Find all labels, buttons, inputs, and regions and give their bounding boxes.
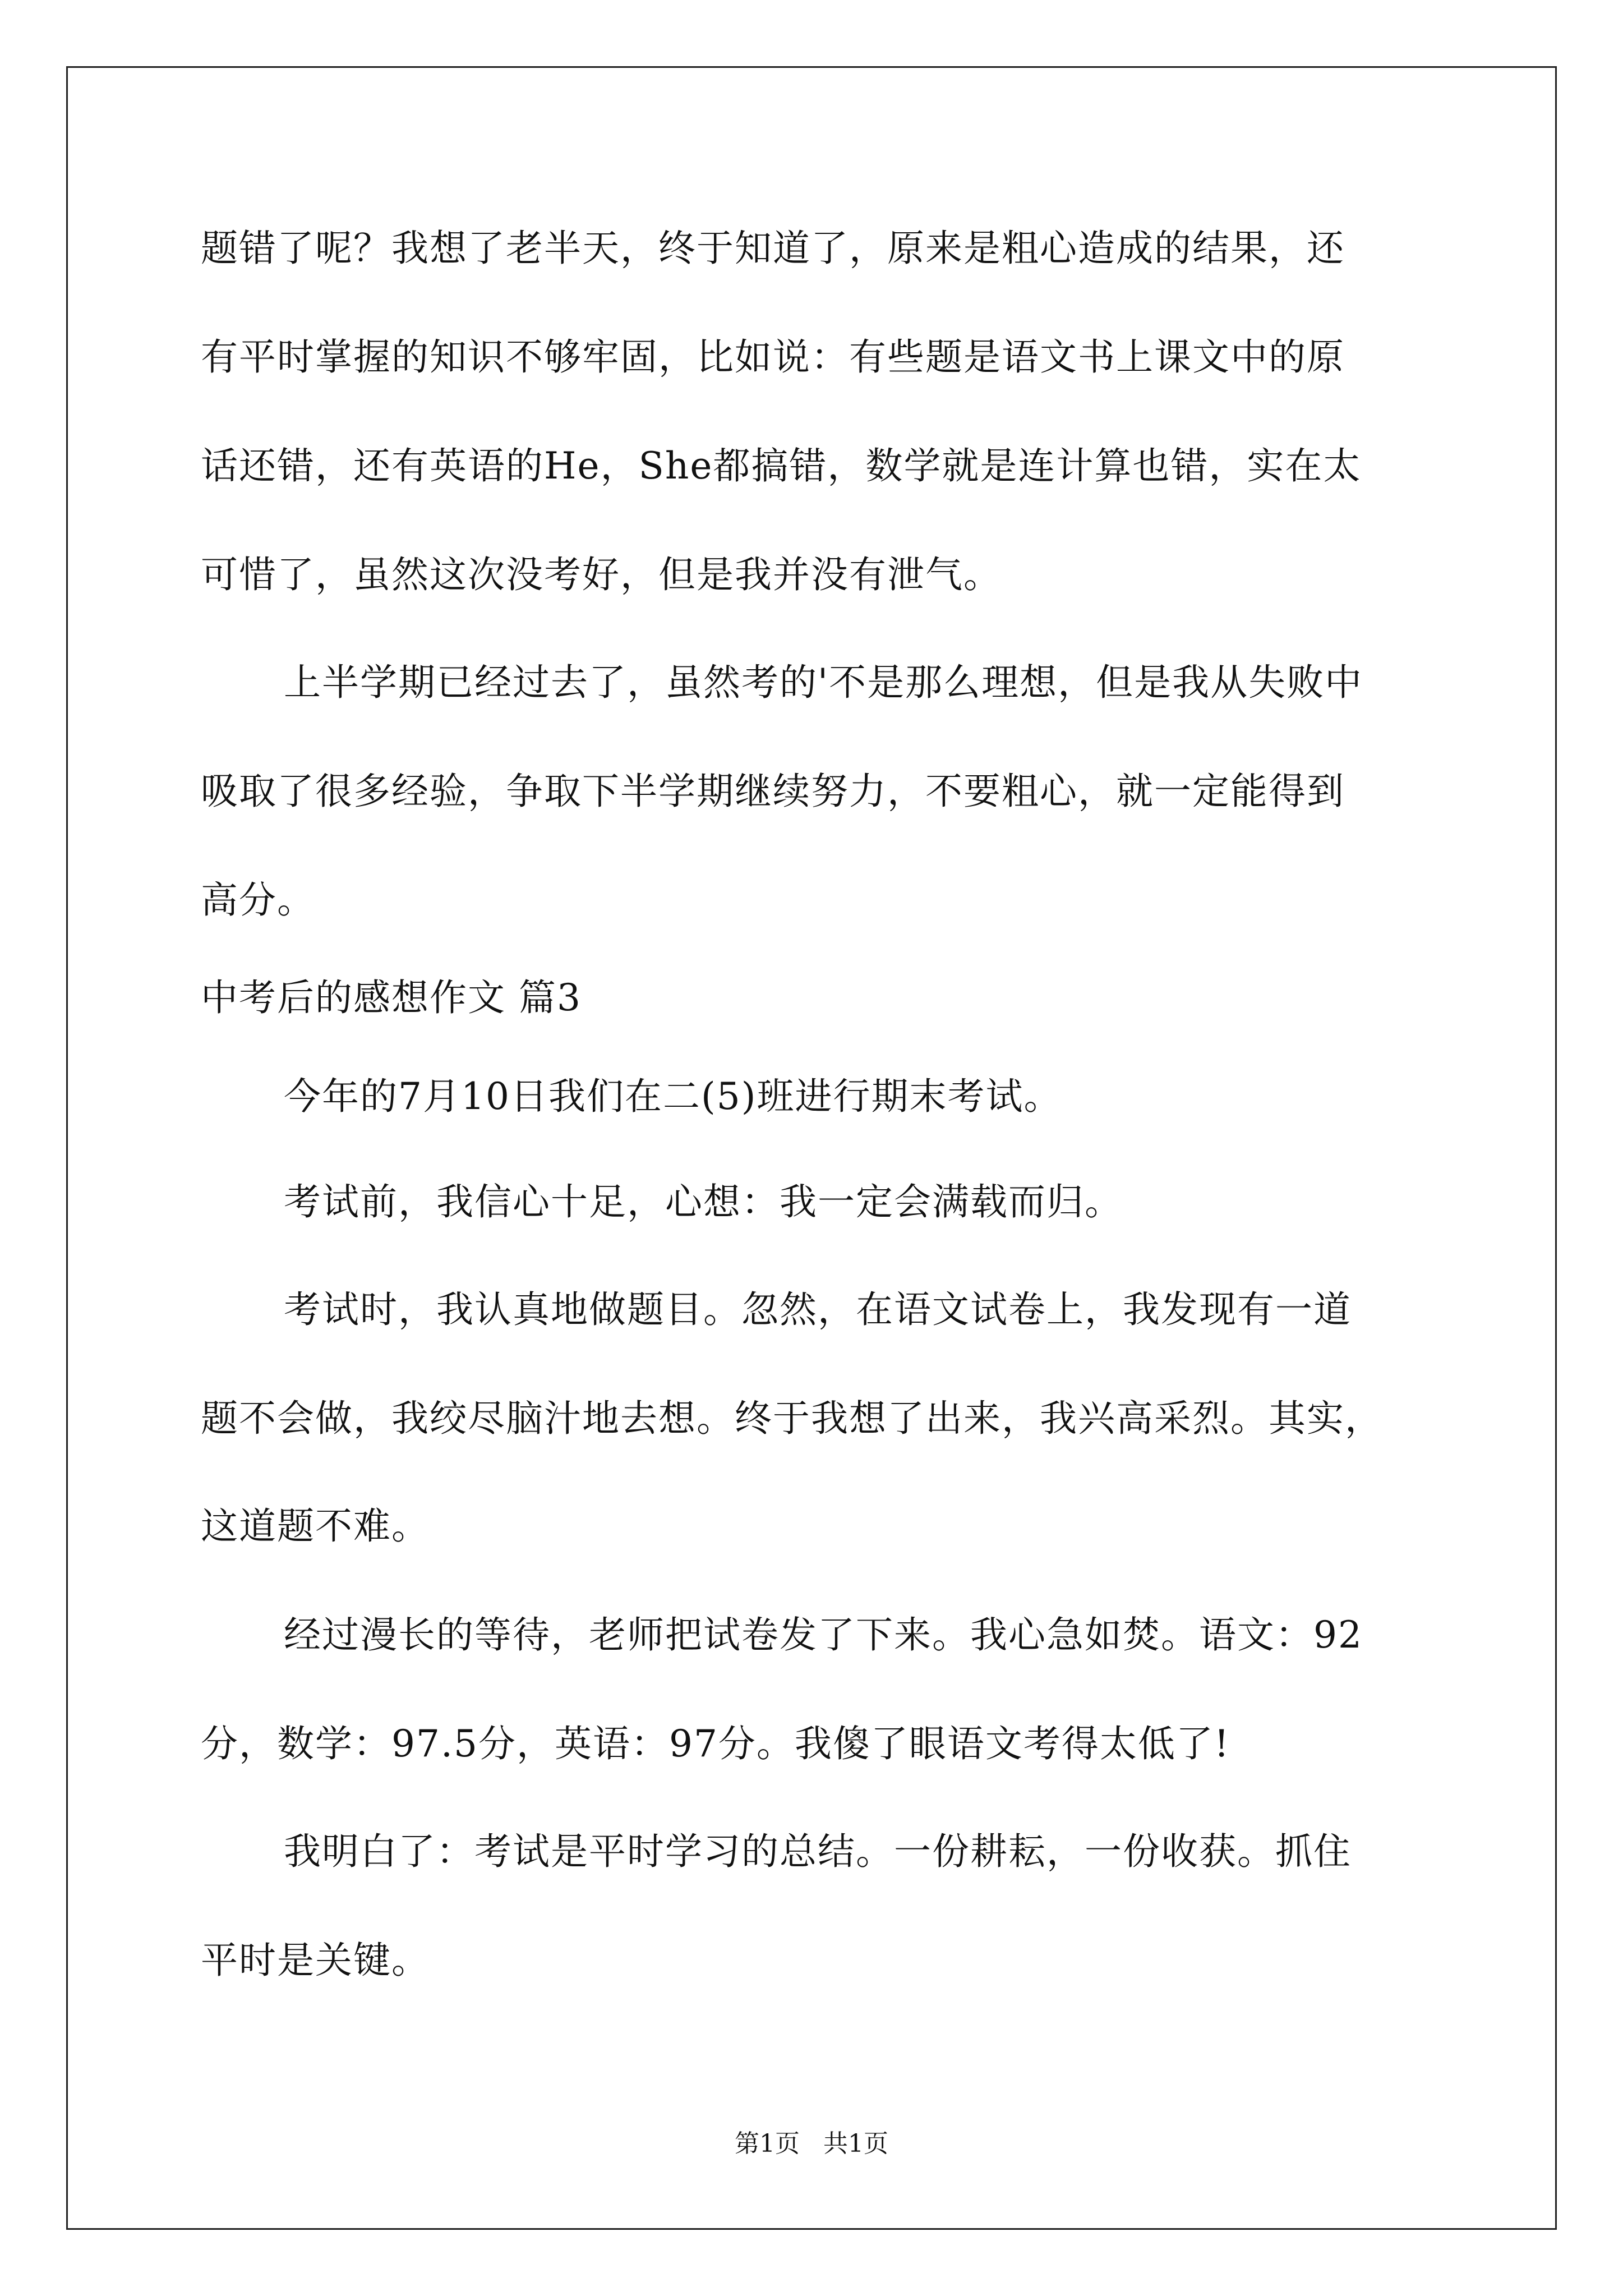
text-line: 高分。 — [201, 878, 315, 922]
paragraph-first-line: 上半学期已经过去了，虽然考的'不是那么理想，但是我从失败中 — [284, 661, 1363, 704]
text-line: 题错了呢？我想了老半天，终于知道了，原来是粗心造成的结果，还 — [201, 227, 1345, 270]
page-number-footer: 第1页 共1页 — [735, 2129, 888, 2158]
text-line: 平时是关键。 — [201, 1939, 430, 1982]
paragraph-first-line: 考试时，我认真地做题目。忽然，在语文试卷上，我发现有一道 — [284, 1288, 1352, 1331]
page-border — [66, 66, 1557, 2230]
paragraph-first-line: 今年的7月10日我们在二(5)班进行期末考试。 — [284, 1075, 1062, 1118]
paragraph-first-line: 我明白了：考试是平时学习的总结。一份耕耘，一份收获。抓住 — [284, 1830, 1352, 1873]
text-line: 吸取了很多经验，争取下半学期继续努力，不要粗心，就一定能得到 — [201, 770, 1345, 813]
section-heading: 中考后的感想作文 篇3 — [201, 976, 582, 1019]
text-line: 题不会做，我绞尽脑汁地去想。终于我想了出来，我兴高采烈。其实， — [201, 1397, 1383, 1440]
paragraph-first-line: 经过漫长的等待，老师把试卷发了下来。我心急如焚。语文：92 — [284, 1613, 1363, 1657]
text-line: 可惜了，虽然这次没考好，但是我并没有泄气。 — [201, 553, 1002, 596]
text-line: 话还错，还有英语的He，She都搞错，数学就是连计算也错，实在太 — [201, 444, 1362, 487]
text-line: 这道题不难。 — [201, 1504, 430, 1548]
text-line: 分，数学：97.5分，英语：97分。我傻了眼语文考得太低了! — [201, 1722, 1230, 1765]
text-line: 有平时掌握的知识不够牢固，比如说：有些题是语文书上课文中的原 — [201, 335, 1345, 379]
paragraph-first-line: 考试前，我信心十足，心想：我一定会满载而归。 — [284, 1180, 1123, 1223]
